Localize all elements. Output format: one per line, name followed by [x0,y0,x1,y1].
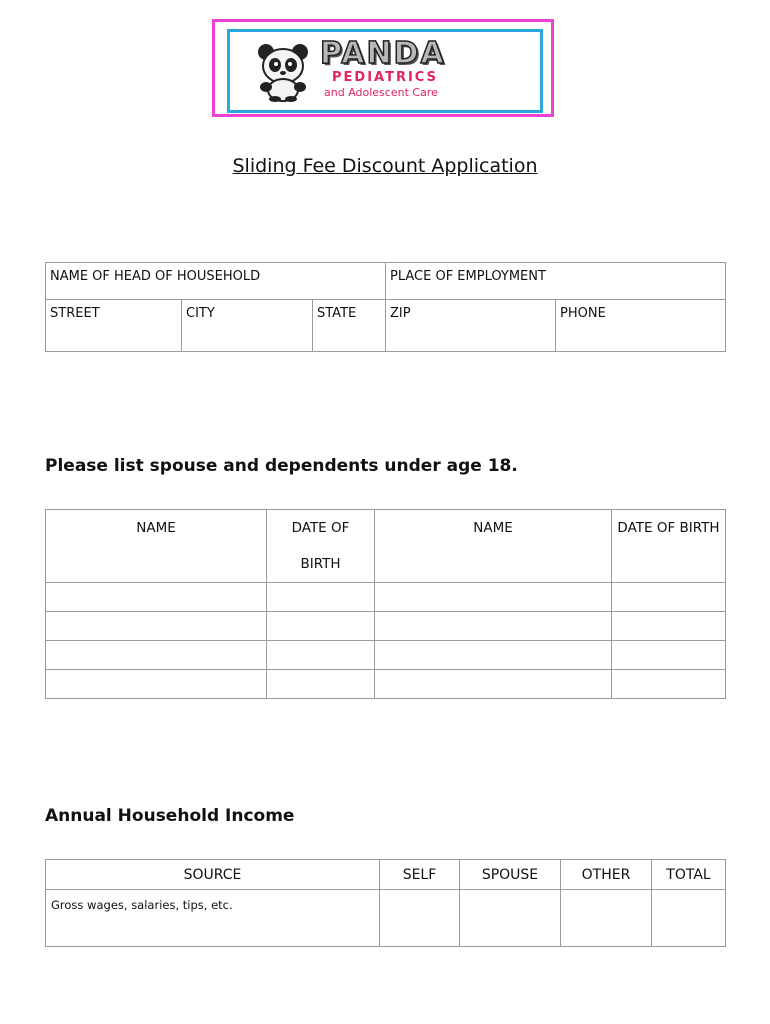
logo-line2: and Adolescent Care [324,86,438,99]
income-table [45,859,726,947]
dependent-name-cell[interactable] [375,583,612,612]
logo-wordmark [320,38,530,100]
logo-panel [227,29,543,113]
total-header: TOTAL [652,860,726,890]
dependent-name-cell[interactable] [375,670,612,699]
dependent-dob-cell[interactable] [267,612,375,641]
other-header: OTHER [561,860,652,890]
dependent-name-cell[interactable] [46,612,267,641]
other-amount-cell[interactable] [561,890,652,947]
street-field[interactable]: STREET [46,300,182,352]
table-row [46,890,726,947]
dependent-dob-cell[interactable] [267,641,375,670]
self-amount-cell[interactable] [380,890,460,947]
total-amount-cell[interactable] [652,890,726,947]
self-header: SELF [380,860,460,890]
table-row [46,670,726,699]
head-of-household-field[interactable]: NAME OF HEAD OF HOUSEHOLD [46,263,386,300]
employment-field[interactable]: PLACE OF EMPLOYMENT [386,263,726,300]
dependent-name-cell[interactable] [46,641,267,670]
dependent-name-cell[interactable] [46,670,267,699]
phone-field[interactable]: PHONE [556,300,726,352]
state-field[interactable]: STATE [313,300,386,352]
dob-line1: DATE OF [291,520,350,536]
dependent-dob-header-2: DATE OF BIRTH [612,510,726,583]
dependent-dob-cell[interactable] [267,583,375,612]
page-title: Sliding Fee Discount Application [232,155,538,177]
dependent-name-cell[interactable] [375,612,612,641]
income-heading: Annual Household Income [45,806,295,826]
dependents-table [45,509,726,699]
dependent-dob-cell[interactable] [612,641,726,670]
dependent-name-header: NAME [46,510,267,583]
household-table [45,262,726,352]
dependent-name-cell[interactable] [46,583,267,612]
logo-line1: PEDIATRICS [332,70,438,85]
logo-name: PANDA [320,36,446,71]
dependent-dob-header [267,510,375,583]
logo-frame [212,19,554,117]
dependent-dob-cell[interactable] [612,612,726,641]
dependent-dob-cell[interactable] [267,670,375,699]
table-row [46,612,726,641]
spouse-header: SPOUSE [460,860,561,890]
dependent-dob-cell[interactable] [612,583,726,612]
zip-field[interactable]: ZIP [386,300,556,352]
dependent-name-header-2: NAME [375,510,612,583]
dob-line2: BIRTH [300,556,341,572]
panda-icon [252,40,314,102]
source-header: SOURCE [46,860,380,890]
table-row [46,583,726,612]
dependent-dob-cell[interactable] [612,670,726,699]
table-row [46,641,726,670]
dependents-heading: Please list spouse and dependents under age 18. [45,456,518,476]
gross-wages-label: Gross wages, salaries, tips, etc. [46,890,380,947]
dependent-name-cell[interactable] [375,641,612,670]
spouse-amount-cell[interactable] [460,890,561,947]
city-field[interactable]: CITY [182,300,313,352]
